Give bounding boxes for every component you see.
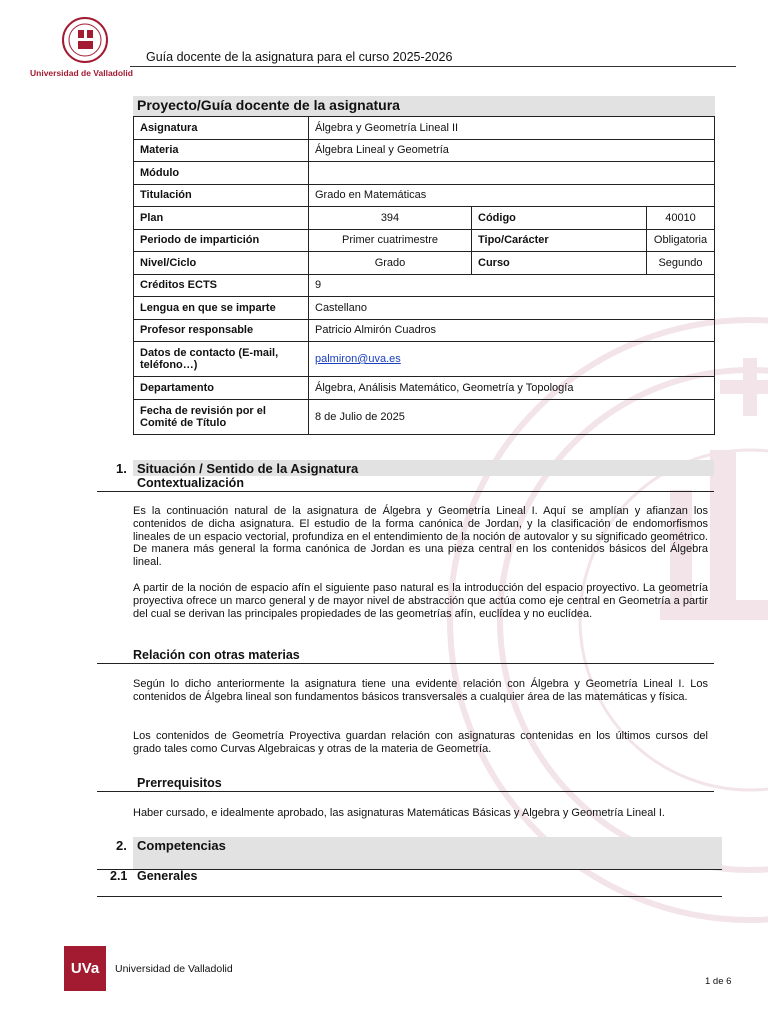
subsection-2-1-title: Generales — [137, 869, 198, 883]
nivel-label: Nivel/Ciclo — [134, 252, 309, 275]
curso-value: Segundo — [647, 252, 715, 275]
section-rule — [97, 896, 722, 897]
relacion-heading: Relación con otras materias — [133, 648, 300, 662]
creditos-label: Créditos ECTS — [134, 274, 309, 297]
contact-email-link[interactable]: palmiron@uva.es — [315, 353, 401, 365]
fecha-label: Fecha de revisión por el Comité de Título — [134, 399, 309, 434]
header-title: Guía docente de la asignatura para el curso 2025-2026 — [146, 50, 453, 64]
table-row — [134, 399, 715, 434]
departamento-value: Álgebra, Análisis Matemático, Geometría y Topología — [309, 377, 715, 400]
university-seal-icon — [60, 16, 110, 64]
profesor-value: Patricio Almirón Cuadros — [309, 319, 715, 342]
codigo-label: Código — [472, 207, 647, 230]
nivel-value: Grado — [309, 252, 472, 275]
footer-university-name: Universidad de Valladolid — [115, 963, 233, 975]
table-row — [134, 117, 715, 140]
course-info-table — [133, 116, 715, 435]
table-row — [134, 377, 715, 400]
uva-logo: UVa — [64, 946, 106, 991]
periodo-label: Periodo de impartición — [134, 229, 309, 252]
departamento-label: Departamento — [134, 377, 309, 400]
table-row — [134, 162, 715, 185]
contextualizacion-heading: Contextualización — [137, 476, 244, 490]
table-row — [134, 252, 715, 275]
section-rule — [97, 791, 714, 792]
table-row — [134, 184, 715, 207]
titulacion-value: Grado en Matemáticas — [309, 184, 715, 207]
asignatura-label: Asignatura — [134, 117, 309, 140]
titulacion-label: Titulación — [134, 184, 309, 207]
table-row — [134, 229, 715, 252]
page-number: 1 de 6 — [705, 976, 732, 987]
section-rule — [97, 663, 714, 664]
materia-value: Álgebra Lineal y Geometría — [309, 139, 715, 162]
lengua-label: Lengua en que se imparte — [134, 297, 309, 320]
prerrequisitos-heading: Prerrequisitos — [137, 776, 222, 790]
periodo-value: Primer cuatrimestre — [309, 229, 472, 252]
table-row — [134, 139, 715, 162]
lengua-value: Castellano — [309, 297, 715, 320]
plan-label: Plan — [134, 207, 309, 230]
section-rule — [97, 491, 714, 492]
subsection-2-1-number: 2.1 — [110, 869, 128, 883]
asignatura-value: Álgebra y Geometría Lineal II — [309, 117, 715, 140]
relacion-paragraph-2: Los contenidos de Geometría Proyectiva guardan relación con asignaturas contenidas en los últimos cursos del grado tales como Curvas Algebraicas y otras de la materia de Geometría. — [133, 730, 708, 755]
table-row — [134, 274, 715, 297]
section-1-number: 1. — [116, 461, 127, 476]
curso-label: Curso — [472, 252, 647, 275]
profesor-label: Profesor responsable — [134, 319, 309, 342]
table-row — [134, 297, 715, 320]
contacto-label: Datos de contacto (E-mail, teléfono…) — [134, 342, 309, 377]
modulo-label: Módulo — [134, 162, 309, 185]
modulo-value — [309, 162, 715, 185]
project-title: Proyecto/Guía docente de la asignatura — [137, 97, 400, 113]
section-1-title: Situación / Sentido de la Asignatura — [137, 461, 359, 476]
prerrequisitos-paragraph: Haber cursado, e idealmente aprobado, las asignaturas Matemáticas Básicas y Algebra y Geometría Lineal I. — [133, 807, 665, 819]
relacion-paragraph-1: Según lo dicho anteriormente la asignatura tiene una evidente relación con Álgebra y Geometría Lineal I. Los contenidos de Álgebra lineal son fundamentos básicos transversales a cualquier área de las matemáticas y física. — [133, 678, 708, 703]
table-row — [134, 319, 715, 342]
section-2-title: Competencias — [137, 838, 226, 853]
codigo-value: 40010 — [647, 207, 715, 230]
materia-label: Materia — [134, 139, 309, 162]
section-2-number: 2. — [116, 838, 127, 853]
university-name-logo: Universidad de Valladolid — [30, 68, 133, 78]
tipo-label: Tipo/Carácter — [472, 229, 647, 252]
table-row — [134, 207, 715, 230]
fecha-value: 8 de Julio de 2025 — [309, 399, 715, 434]
plan-value: 394 — [309, 207, 472, 230]
table-row — [134, 342, 715, 377]
tipo-value: Obligatoria — [647, 229, 715, 252]
contextualizacion-paragraph-2: A partir de la noción de espacio afín el siguiente paso natural es la introducción del espacio proyectivo. La geometría proyectiva ofrece un marco general y de mayor nivel de abstracción que actúa como eje central en Geometría a partir del cual se derivan las principales propiedades de las geometrías afín, euclídea y no euclídea. — [133, 582, 708, 620]
contextualizacion-paragraph-1: Es la continuación natural de la asignatura de Álgebra y Geometría Lineal I. Aquí se amplían y afianzan los contenidos de dicha asignatura. El estudio de la forma canónica de Jordan, y la clasificación de endomorfismos lineales de un espacio vectorial, profundiza en el entendimiento de la noción de autovalor y su significado geométrico. De manera más general la forma canónica de Jordan es una pieza central en los contenidos básicos del Álgebra lineal. — [133, 505, 708, 569]
header-divider — [130, 66, 736, 67]
creditos-value: 9 — [309, 274, 715, 297]
